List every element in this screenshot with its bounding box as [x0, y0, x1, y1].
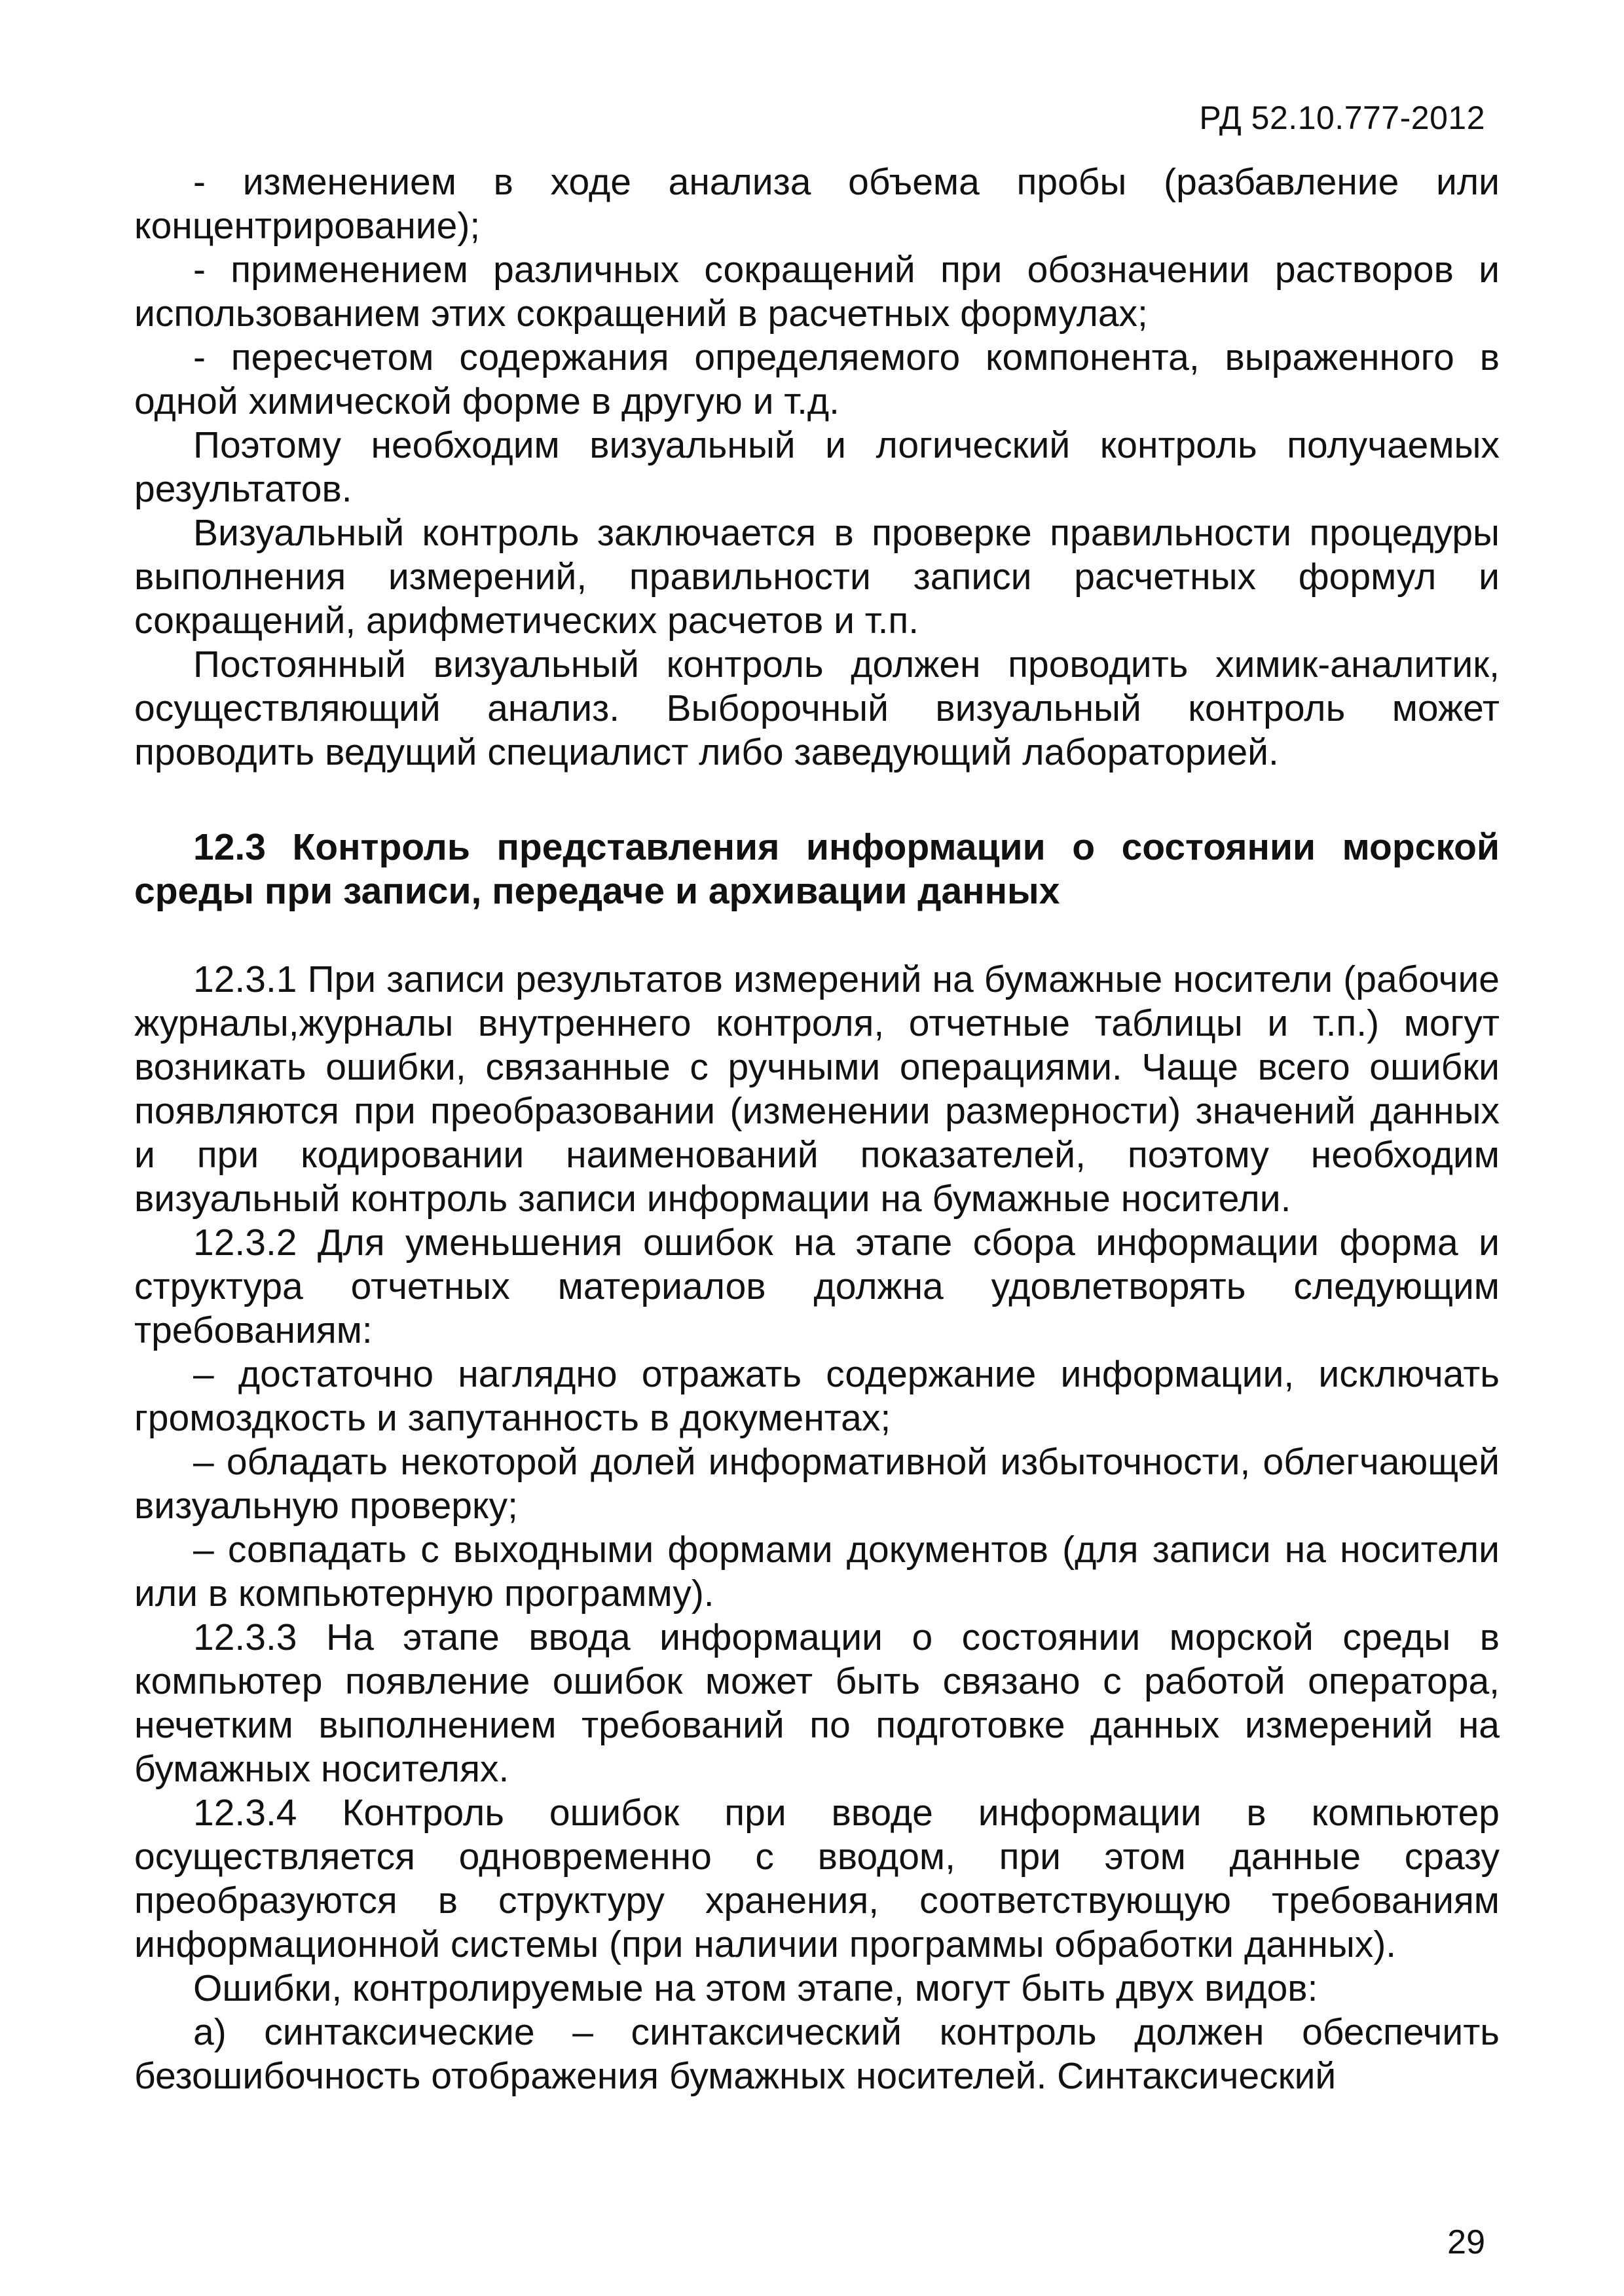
paragraph-syntax-errors: а) синтаксические – синтаксический контроль должен обеспечить безошибочность отображения бумажных носителей. Синтаксический — [134, 2011, 1500, 2097]
paragraph-12-3-4: 12.3.4 Контроль ошибок при вводе информации в компьютер осуществляется одновременно с вводом, при этом данные сразу преобразуются в структуру хранения, соответствующую требованиям информационной системы (при наличии программы обработки данных). — [134, 1792, 1500, 1965]
page-number: 29 — [1447, 2223, 1485, 2261]
paragraph-dash-abbreviations: - применением различных сокращений при обозначении растворов и использованием этих сокращений в расчетных формулах; — [134, 249, 1500, 335]
paragraph-12-3-2: 12.3.2 Для уменьшения ошибок на этапе сбора информации форма и структура отчетных материалов должна удовлетворять следующим требованиям: — [134, 1222, 1500, 1351]
list-item-output-forms: – совпадать с выходными формами документов (для записи на носители или в компьютерную программу). — [134, 1529, 1500, 1614]
section-heading: 12.3 Контроль представления информации о состоянии морской среды при записи, передаче и архивации данных — [134, 826, 1500, 912]
paragraph-12-3-1: 12.3.1 При записи результатов измерений на бумажные носители (рабочие журналы,журналы внутреннего контроля, отчетные таблицы и т.п.) могут возникать ошибки, связанные с ручными операциями. Чаще всего ошибки появляются при преобразовании (изменении размерности) значений данных и при кодировании наименований показателей, поэтому необходим визуальный контроль записи информации на бумажные носители. — [134, 958, 1500, 1220]
list-item-clarity: – достаточно наглядно отражать содержание информации, исключать громоздкость и запутанность в документах; — [134, 1353, 1500, 1439]
paragraph-dash-recalculation: - пересчетом содержания определяемого компонента, выраженного в одной химической форме в другую и т.д. — [134, 337, 1500, 422]
paragraph-visual-control: Визуальный контроль заключается в проверке правильности процедуры выполнения измерений, правильности записи расчетных формул и сокращений, арифметических расчетов и т.п. — [134, 512, 1500, 642]
paragraph-error-types: Ошибки, контролируемые на этом этапе, могут быть двух видов: — [193, 1967, 1318, 2009]
paragraph-constant-control: Постоянный визуальный контроль должен проводить химик-аналитик, осуществляющий анализ. Выборочный визуальный контроль может проводить ведущий специалист либо заведующий лабораторией. — [134, 644, 1500, 773]
list-item-redundancy: – обладать некоторой долей информативной избыточности, облегчающей визуальную проверку; — [134, 1441, 1500, 1527]
paragraph-dash-volume-change: - изменением в ходе анализа объема пробы (разбавление или концентрирование); — [134, 161, 1500, 247]
paragraph-12-3-3: 12.3.3 На этапе ввода информации о состоянии морской среды в компьютер появление ошибок может быть связано с работой оператора, нечетким выполнением требований по подготовке данных измерений на бумажных носителях. — [134, 1616, 1500, 1790]
page-body — [134, 160, 1500, 2098]
document-code: РД 52.10.777-2012 — [1199, 100, 1485, 136]
paragraph-control-needed: Поэтому необходим визуальный и логический контроль получаемых результатов. — [134, 424, 1500, 510]
